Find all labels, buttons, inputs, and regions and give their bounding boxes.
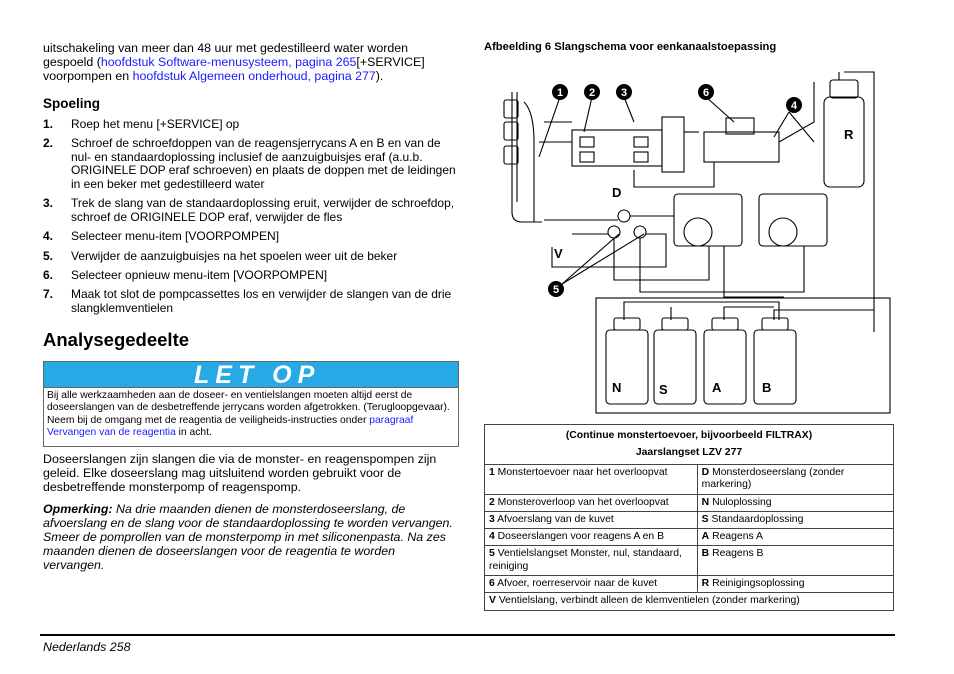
intro-line-3 bbox=[43, 69, 463, 83]
step-text: Maak tot slot de pompcassettes los en verwijder de slangen van de drie slangklemventielen bbox=[71, 287, 452, 315]
legend-cell bbox=[485, 465, 698, 495]
leader-line bbox=[584, 97, 592, 132]
label-b: B bbox=[762, 380, 772, 395]
legend-key: V bbox=[489, 595, 496, 607]
intro-paragraph bbox=[43, 41, 463, 83]
legend-value: Doseerslangen voor reagens A en B bbox=[494, 531, 665, 543]
tubing-diagram bbox=[484, 62, 894, 420]
letop-box bbox=[43, 361, 459, 447]
legend-row bbox=[485, 511, 894, 528]
legend-key: 1 bbox=[489, 467, 495, 478]
letop-tail: in acht. bbox=[175, 426, 212, 438]
legend-value: Reagens B bbox=[709, 548, 764, 560]
step-text: Selecteer menu-item [VOORPOMPEN] bbox=[71, 229, 280, 244]
intro-line-1: uitschakeling van meer dan 48 uur met gedestilleerd water worden bbox=[43, 41, 409, 55]
link-software-menu[interactable]: hoofdstuk Software-menusysteem, pagina 265 bbox=[100, 55, 357, 69]
pump-reagent bbox=[759, 194, 827, 246]
reservoir-cap bbox=[830, 80, 858, 98]
intro-line-2 bbox=[43, 55, 463, 69]
bottle-cap bbox=[662, 318, 688, 330]
legend-value: Reinigingsoplossing bbox=[709, 578, 805, 590]
footer-text: Nederlands 258 bbox=[43, 640, 131, 654]
legend-header bbox=[485, 425, 894, 465]
legend-row bbox=[485, 576, 894, 593]
callout-number: 6 bbox=[702, 87, 710, 99]
label-s: S bbox=[659, 382, 668, 397]
intro-text: ). bbox=[375, 69, 384, 83]
legend-cell bbox=[485, 511, 698, 528]
bottle-b bbox=[754, 330, 796, 404]
pipe bbox=[552, 234, 666, 267]
pipe bbox=[724, 246, 784, 297]
legend-value: Monsteroverloop van het overloopvat bbox=[494, 496, 669, 508]
step-item bbox=[43, 137, 458, 191]
legend-key: 3 bbox=[489, 513, 495, 525]
legend-value: Reagens A bbox=[709, 531, 763, 543]
legend-value: Ventielslang, verbindt alleen de klemventielen (zonder markering) bbox=[495, 595, 800, 607]
label-r: R bbox=[844, 127, 854, 142]
legend-value: Monsterdoseerslang (zonder markering) bbox=[701, 467, 845, 491]
leader-line bbox=[562, 234, 619, 284]
manifold bbox=[662, 117, 684, 172]
legend-row bbox=[485, 593, 894, 610]
legend-row bbox=[485, 465, 894, 495]
link-algemeen-onderhoud[interactable]: hoofdstuk Algemeen onderhoud, pagina 277 bbox=[132, 69, 376, 83]
pipe bbox=[624, 302, 779, 320]
legend-cell bbox=[697, 529, 893, 546]
legend-cell bbox=[485, 529, 698, 546]
step-text: Verwijder de aanzuigbuisjes na het spoelen weer uit de beker bbox=[71, 248, 398, 263]
label-d: D bbox=[612, 185, 622, 200]
legend-value: Afvoer, roerreservoir naar de kuvet bbox=[494, 578, 658, 590]
step-text: Trek de slang van de standaardoplossing eruit, verwijder de schroefdop, schroef de ORIGINELE DOP eraf, verwijder de fles bbox=[71, 196, 455, 224]
step-text: Selecteer opnieuw menu-item [VOORPOMPEN] bbox=[71, 267, 328, 282]
step-item bbox=[43, 250, 458, 264]
step-number: 2. bbox=[43, 136, 54, 151]
callout-number: 1 bbox=[556, 87, 564, 99]
legend-value: Afvoerslang van de kuvet bbox=[494, 513, 614, 525]
legend-cell bbox=[485, 546, 698, 576]
leader-line bbox=[774, 112, 789, 137]
port bbox=[580, 137, 594, 147]
bottle-cap bbox=[762, 318, 788, 330]
bottle-cap bbox=[614, 318, 640, 330]
letop-body: Bij alle werkzaamheden aan de doseer- en ventielslangen moeten altijd eerst de doseerslangen van de desbetreffende jerrycans worden afgetrokken. (Terugloopgevaar). Neem bij de omgang met de reagentia de veiligheids-instructies onder bbox=[47, 390, 450, 426]
legend-key: B bbox=[701, 548, 710, 560]
legend-key: R bbox=[701, 578, 710, 590]
intro-text: voorpompen en bbox=[43, 69, 133, 83]
connector bbox=[504, 122, 518, 140]
callout-number: 3 bbox=[620, 87, 628, 99]
legend-value: Ventielslangset Monster, nul, standaard, reiniging bbox=[489, 548, 682, 572]
legend-key: 4 bbox=[489, 531, 495, 543]
port bbox=[634, 137, 648, 147]
legend-cell bbox=[485, 593, 894, 610]
note-label: Opmerking: bbox=[43, 502, 113, 516]
pipe bbox=[614, 238, 709, 280]
analyse-paragraph: Doseerslangen zijn slangen die via de monster- en reagenspompen zijn geleid. Elke doseerslang mag uitsluitend worden gebruikt voor de desbetreffende monsterpomp of reagenspomp. bbox=[43, 452, 437, 494]
link-vervangen-reagentia[interactable]: paragraaf Vervangen van de reagentia bbox=[47, 414, 414, 438]
step-number: 7. bbox=[43, 287, 54, 302]
bottle-tray bbox=[596, 298, 890, 413]
pipe bbox=[524, 102, 534, 222]
intro-text: gespoeld ( bbox=[43, 55, 101, 69]
legend-cell bbox=[697, 576, 893, 593]
port bbox=[580, 152, 594, 162]
valve bbox=[608, 226, 620, 238]
legend-header-2: Jaarslangset LZV 277 bbox=[635, 447, 743, 458]
legend-cell bbox=[697, 494, 893, 511]
leader-line bbox=[789, 112, 814, 142]
callout-number: 4 bbox=[790, 100, 798, 112]
callout-number: 5 bbox=[552, 284, 560, 296]
step-item bbox=[43, 288, 458, 315]
legend-value: Nuloplossing bbox=[709, 496, 772, 508]
reservoir bbox=[824, 97, 864, 187]
label-a: A bbox=[712, 380, 722, 395]
legend-cell bbox=[697, 465, 893, 495]
legend-key: 2 bbox=[489, 496, 495, 508]
step-item bbox=[43, 118, 458, 132]
legend-value: Monstertoevoer naar het overloopvat bbox=[494, 467, 668, 478]
note-paragraph bbox=[43, 502, 459, 572]
step-number: 5. bbox=[43, 248, 54, 263]
legend-row bbox=[485, 529, 894, 546]
connector bbox=[504, 146, 518, 164]
pump-sample bbox=[674, 194, 742, 246]
leader-line bbox=[539, 97, 560, 157]
pipe bbox=[844, 72, 874, 332]
legend-row bbox=[485, 546, 894, 576]
callout-number: 2 bbox=[588, 87, 596, 99]
legend-key: A bbox=[701, 531, 710, 543]
step-text: Roep het menu [+SERVICE] op bbox=[71, 117, 240, 131]
spoeling-heading: Spoeling bbox=[43, 96, 100, 111]
letop-header bbox=[44, 362, 458, 388]
pipe bbox=[774, 310, 874, 320]
port bbox=[634, 152, 648, 162]
legend-row bbox=[485, 494, 894, 511]
legend-header-1: (Continue monstertoevoer, bijvoorbeeld FILTRAX) bbox=[565, 429, 813, 441]
footer-divider bbox=[40, 634, 895, 636]
legend-value: Standaardoplossing bbox=[708, 513, 804, 525]
legend-cell bbox=[485, 494, 698, 511]
letop-text bbox=[47, 390, 455, 439]
bottle-a bbox=[704, 330, 746, 404]
step-item bbox=[43, 197, 458, 224]
legend-cell bbox=[697, 546, 893, 576]
step-item bbox=[43, 230, 458, 244]
note-text: Na drie maanden dienen de monsterdoseerslang, de afvoerslang en de slang voor de standaardoplossing te worden vervangen. Smeer de pomprollen van de monsterpomp in met siliconenpasta. Na zes maanden dienen de doseerslangen voor de reagentia te worden vervangen. bbox=[43, 502, 453, 572]
legend-key: S bbox=[701, 513, 709, 525]
legend-cell bbox=[697, 511, 893, 528]
legend-key: 6 bbox=[489, 578, 495, 590]
label-v: V bbox=[554, 246, 563, 261]
pump-rotor bbox=[769, 218, 797, 246]
letop-title: LET OP bbox=[194, 361, 321, 389]
step-number: 4. bbox=[43, 229, 54, 244]
connector bbox=[504, 100, 518, 118]
leader-line bbox=[624, 97, 634, 122]
label-n: N bbox=[612, 380, 622, 395]
legend-header-row bbox=[485, 425, 894, 465]
step-number: 6. bbox=[43, 267, 54, 282]
valve bbox=[618, 210, 630, 222]
pump-rotor bbox=[684, 218, 712, 246]
cuvette bbox=[704, 132, 779, 162]
legend-key: 5 bbox=[489, 548, 495, 560]
step-text: Schroef de schroefdoppen van de reagensjerrycans A en B en van de nul- en standaardoplossing inclusief de aanzuigbuisjes eraf (a.u.b. ORIGINELE DOP eraf schroeven) en plaats de doppen met de leidingen in een beker met gedestilleerd water bbox=[71, 136, 456, 192]
step-item bbox=[43, 269, 458, 283]
legend-cell bbox=[485, 576, 698, 593]
leader-line bbox=[562, 234, 644, 284]
intro-text: [+SERVICE] bbox=[356, 55, 425, 69]
legend-key: N bbox=[701, 496, 710, 508]
legend-table bbox=[484, 424, 894, 611]
step-number: 3. bbox=[43, 196, 54, 211]
legend-key: D bbox=[701, 467, 710, 478]
analyse-heading: Analysegedeelte bbox=[43, 329, 190, 350]
bottle-cap bbox=[712, 318, 738, 330]
step-number: 1. bbox=[43, 117, 54, 131]
leader-line bbox=[706, 97, 734, 122]
figure-title: Afbeelding 6 Slangschema voor eenkanaalstoepassing bbox=[484, 41, 777, 53]
spoeling-steps bbox=[43, 118, 458, 321]
